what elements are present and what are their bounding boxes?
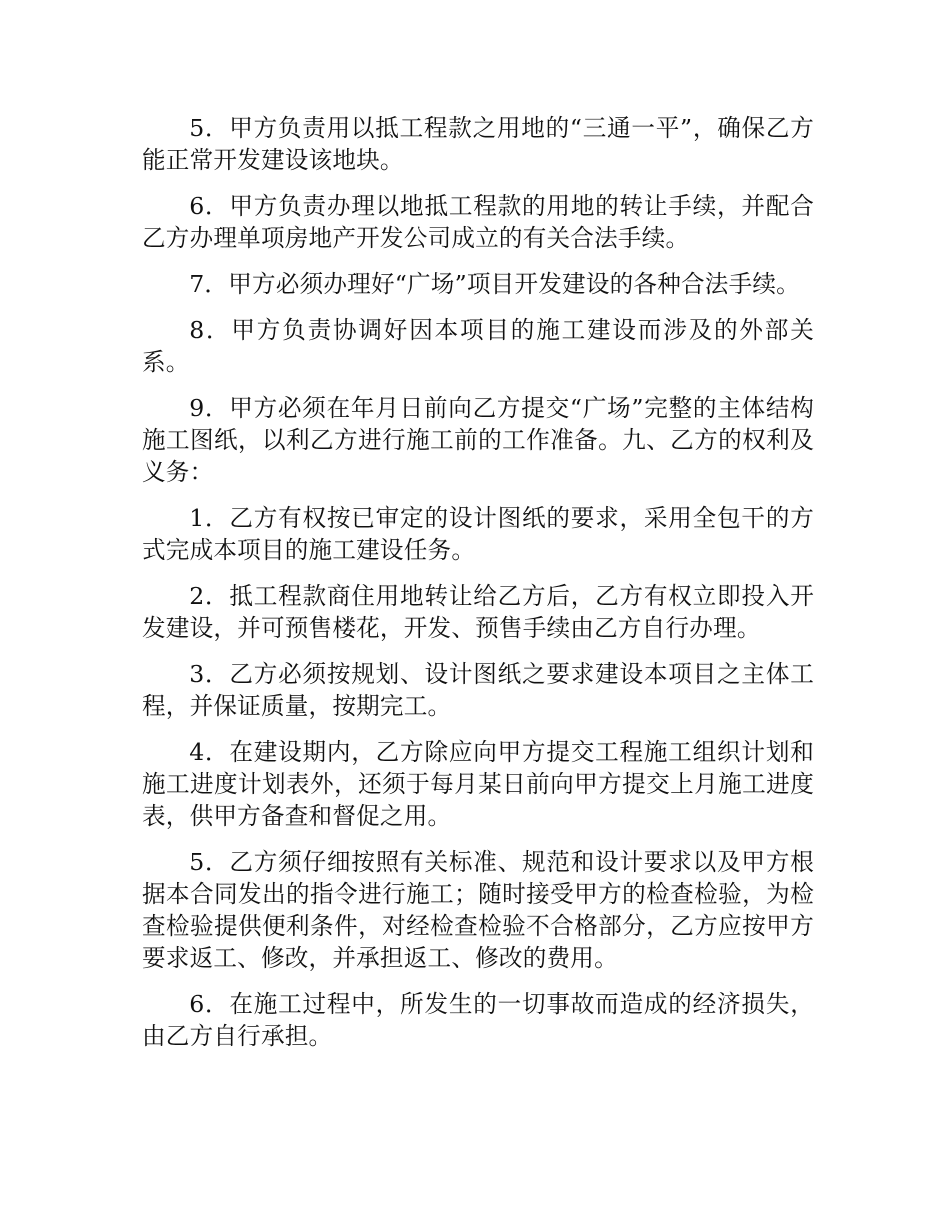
paragraph-party-b-item-2: 2．抵工程款商住用地转让给乙方后，乙方有权立即投入开发建设，并可预售楼花，开发、预售手续由乙方自行办理。 [142,582,814,642]
document-body [142,112,814,1066]
paragraph-party-b-item-1: 1．乙方有权按已审定的设计图纸的要求，采用全包干的方式完成本项目的施工建设任务。 [142,504,814,564]
paragraph-party-a-item-8: 8．甲方负责协调好因本项目的施工建设而涉及的外部关系。 [142,316,814,376]
paragraph-party-a-item-6: 6．甲方负责办理以地抵工程款的用地的转让手续，并配合乙方办理单项房地产开发公司成立的有关合法手续。 [142,192,814,252]
paragraph-party-b-item-4: 4．在建设期内，乙方除应向甲方提交工程施工组织计划和施工进度计划表外，还须于每月某日前向甲方提交上月施工进度表，供甲方备查和督促之用。 [142,738,814,830]
paragraph-party-b-item-6: 6．在施工过程中，所发生的一切事故而造成的经济损失，由乙方自行承担。 [142,990,814,1050]
paragraph-party-b-item-5: 5．乙方须仔细按照有关标准、规范和设计要求以及甲方根据本合同发出的指令进行施工；随时接受甲方的检查检验，为检查检验提供便利条件，对经检查检验不合格部分，乙方应按甲方要求返工、修改，并承担返工、修改的费用。 [142,848,814,972]
paragraph-party-a-item-7: 7．甲方必须办理好“广场”项目开发建设的各种合法手续。 [189,270,800,298]
paragraph-party-a-item-9: 9．甲方必须在年月日前向乙方提交“广场”完整的主体结构施工图纸，以利乙方进行施工前的工作准备。九、乙方的权利及义务： [142,394,814,486]
paragraph-party-b-item-3: 3．乙方必须按规划、设计图纸之要求建设本项目之主体工程，并保证质量，按期完工。 [142,660,814,720]
paragraph-party-a-item-5: 5．甲方负责用以抵工程款之用地的“三通一平”，确保乙方能正常开发建设该地块。 [142,114,814,174]
